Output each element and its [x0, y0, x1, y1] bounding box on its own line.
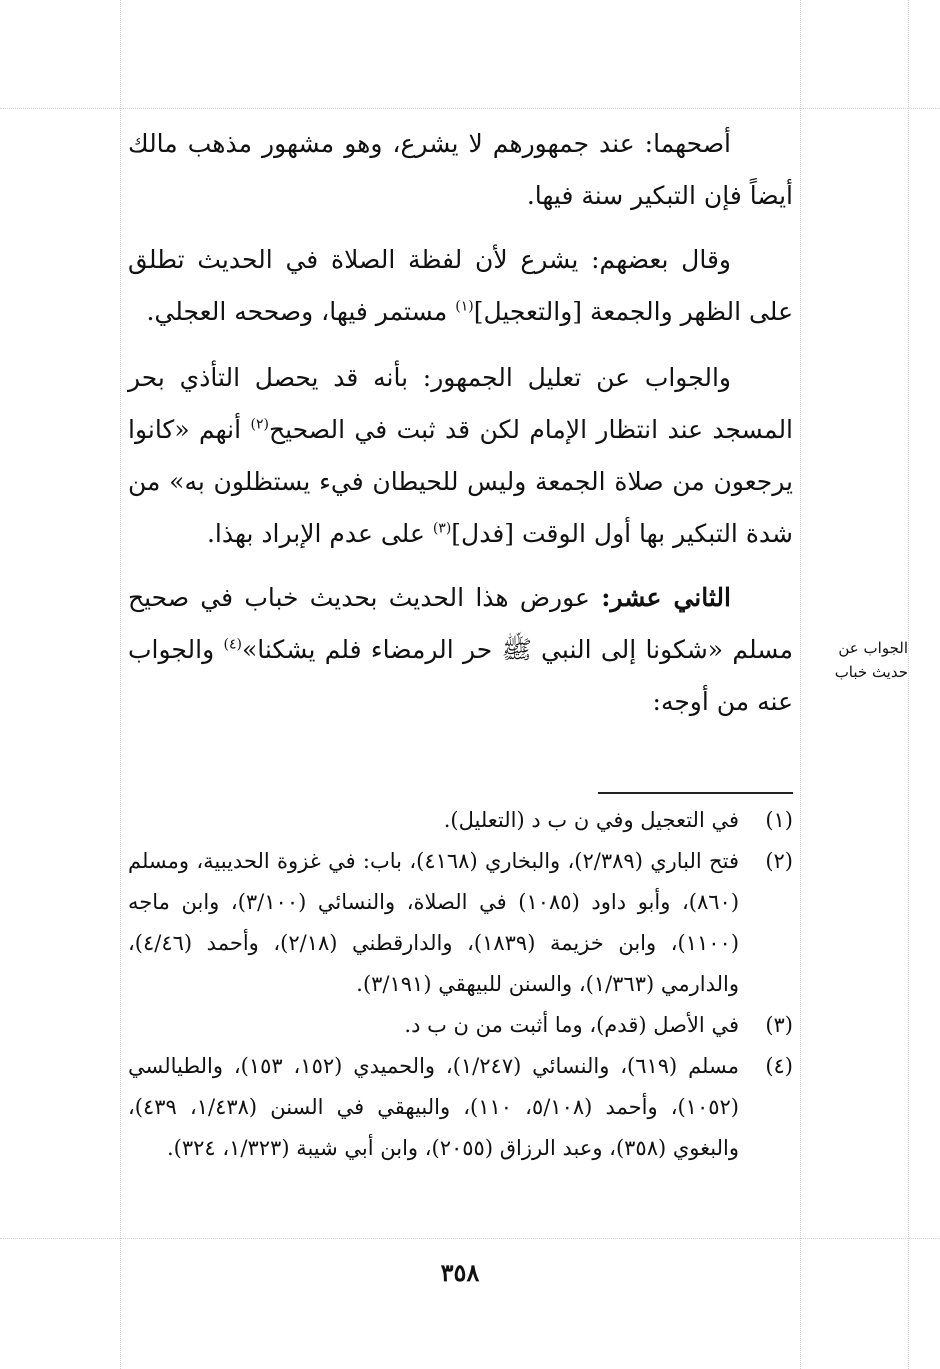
margin-guide-far-right	[908, 0, 909, 1369]
paragraph-1	[128, 118, 793, 222]
paragraph-2	[128, 234, 793, 338]
paragraph-4	[128, 572, 793, 728]
footnote-4-number: (٤)	[765, 1054, 793, 1078]
footnote-3-text: في الأصل (قدم)، وما أثبت من ن ب د.	[404, 1013, 739, 1037]
side-heading-line-2: حديث خباب	[834, 663, 908, 681]
footnote-1-number: (١)	[765, 808, 793, 832]
margin-guide-right	[800, 0, 801, 1369]
paragraph-3-text-a: والجواب عن تعليل الجمهور: بأنه قد يحصل التأذي بحر المسجد عند انتظار الإمام لكن قد ثبت في الصحيح	[128, 363, 794, 444]
paragraph-3	[128, 352, 793, 560]
footnotes	[128, 800, 793, 1169]
page-number: ٣٥٨	[440, 1258, 480, 1287]
footnote-3	[128, 1005, 793, 1046]
footnote-4-text: مسلم (٦١٩)، والنسائي (١/٢٤٧)، والحميدي (١٥٢، ١٥٣)، والطيالسي (١٠٥٢)، وأحمد (٥/١٠٨، ١١٠)، والبيهقي في السنن (١/٤٣٨، ٤٣٩)، والبغوي (٣٥٨)، وعبد الرزاق (٢٠٥٥)، وابن أبي شيبة (١/٣٢٣، ٣٢٤).	[128, 1054, 739, 1160]
paragraph-2-text-a: وقال بعضهم: يشرع لأن لفظة الصلاة في الحديث تطلق على الظهر والجمعة [والتعجيل]	[128, 245, 793, 326]
paragraph-4-text-a: عورض هذا الحديث بحديث خباب في صحيح مسلم «شكونا إلى النبي ﷺ حر الرمضاء فلم يشكنا»	[128, 583, 793, 664]
footnote-marker-3[interactable]: (٣)	[432, 520, 452, 537]
footnote-2-number: (٢)	[765, 849, 793, 873]
footnote-4	[128, 1046, 793, 1169]
paragraph-1-text: أصحهما: عند جمهورهم لا يشرع، وهو مشهور مذهب مالك أيضاً فإن التبكير سنة فيها.	[128, 129, 793, 210]
footnote-1	[128, 800, 793, 841]
margin-guide-bottom	[0, 1238, 940, 1239]
footnote-2	[128, 841, 793, 1005]
side-heading-line-1: الجواب عن	[838, 639, 908, 657]
footnote-marker-4[interactable]: (٤)	[223, 636, 242, 653]
footnote-separator	[598, 792, 793, 794]
footnote-1-text: في التعجيل وفي ن ب د (التعليل).	[443, 808, 739, 832]
paragraph-4-text-b: والجواب عنه من أوجه:	[128, 635, 793, 716]
main-text	[128, 118, 793, 742]
paragraph-2-text-b: مستمر فيها، وصححه العجلي.	[146, 297, 456, 326]
footnote-2-text: فتح الباري (٢/٣٨٩)، والبخاري (٤١٦٨)، باب: في غزوة الحديبية، ومسلم (٨٦٠)، وأبو داود (١٠٨٥) في الصلاة، والنسائي (٣/١٠٠)، وابن ماجه (١١٠٠)، وابن خزيمة (١٨٣٩)، والدارقطني (٢/١٨)، وأحمد (٤/٤٦)، والدارمي (١/٣٦٣)، والسنن للبيهقي (٣/١٩١).	[128, 849, 740, 996]
side-heading	[812, 636, 908, 684]
paragraph-4-lead: الثاني عشر:	[601, 583, 731, 612]
footnote-marker-1[interactable]: (١)	[455, 298, 474, 315]
footnote-3-number: (٣)	[765, 1013, 793, 1037]
margin-guide-top	[0, 108, 940, 109]
footnote-marker-2[interactable]: (٢)	[250, 416, 269, 433]
paragraph-3-text-b: أنهم «كانوا يرجعون من صلاة الجمعة وليس للحيطان فيء يستظلون به» من شدة التبكير بها أول الوقت [فدل]	[128, 415, 793, 548]
margin-guide-left	[120, 0, 121, 1369]
paragraph-3-text-c: على عدم الإبراد بهذا.	[206, 519, 433, 548]
